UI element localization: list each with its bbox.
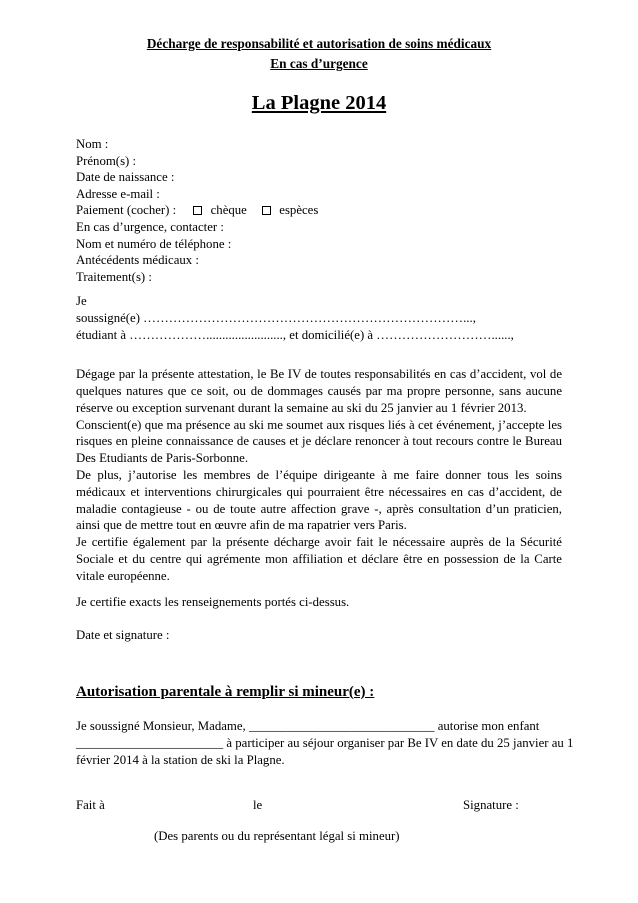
event-title: La Plagne 2014: [251, 92, 387, 114]
certify-statement: Je certifie exacts les renseignements portés ci-dessus.: [76, 595, 350, 610]
cheque-checkbox-icon[interactable]: [193, 206, 202, 215]
parent-name-blank: _____________________________: [248, 718, 435, 733]
signature-label: Signature :: [463, 797, 519, 812]
parental-note: (Des parents ou du représentant légal si mineur): [154, 828, 400, 843]
fait-a-label: Fait à: [76, 797, 105, 812]
field-date-naissance: Date de naissance :: [76, 170, 175, 185]
paiement-label: Paiement (cocher) :: [76, 203, 177, 218]
child-name-blank: _______________________: [76, 735, 224, 750]
parental-line-2: [76, 735, 574, 752]
declaration-paragraph-2: Conscient(e) que ma présence au ski me soumet aux risques liés à cet événement, j’accepte les risques en pleine connaissance de causes et je déclare renoncer à tout recours contre le Bureau Des Etudiants de Paris-Sorbonne.: [76, 417, 562, 466]
parental-authorization-heading: Autorisation parentale à remplir si mineur(e) :: [76, 683, 375, 700]
parental-line-3: février 2014 à la station de ski la Plagne.: [76, 752, 285, 767]
fill-line-etudiant: étudiant à ………………........................, et domicilié(e) à ………………………......,: [76, 327, 514, 342]
declaration-paragraph-1: Dégage par la présente attestation, le Be IV de toutes responsabilités en cas d’accident, vol de quelques natures que ce soit, ou de dommages causés par ma propre personne, sans aucune réserve ou exception survenant durant la semaine au ski du 25 janvier au 1 février 2013.: [76, 367, 562, 415]
parental-line1-prefix: Je soussigné Monsieur, Madame,: [76, 718, 249, 733]
especes-checkbox-icon[interactable]: [262, 206, 271, 215]
fill-line-soussigne: soussigné(e) …………………………………………………………………...,: [76, 310, 476, 325]
info-fields-block: [76, 136, 562, 285]
parental-line1-suffix: autorise mon enfant: [437, 718, 540, 733]
paiement-option-especes-label: espèces: [279, 203, 319, 218]
declaration-paragraph-3: De plus, j’autorise les membres de l’équipe dirigeante à me faire donner tous les soins médicaux et interventions chirurgicales qui pourraient être nécessaires en cas d’accident, de maladie contagieuse - ou de toute autre affection grave -, après consultation d’un praticien, ainsi que de mettre tout en œuvre afin de ma rapatrier vers Paris.: [76, 467, 562, 533]
field-traitements: Traitement(s) :: [76, 269, 152, 284]
parental-line2-text: à participer au séjour organiser par Be IV en date du 25 janvier au 1: [226, 735, 574, 750]
declaration-paragraph-4: Je certifie également par la présente décharge avoir fait le nécessaire auprès de la Sécurité Sociale et du centre qui agrémente mon affiliation et déclare être en possession de la Carte vitale européenne.: [76, 535, 562, 583]
field-nom-numero-telephone: Nom et numéro de téléphone :: [76, 236, 232, 251]
identity-line-je: Je: [76, 294, 87, 309]
date-signature-label: Date et signature :: [76, 628, 170, 643]
identity-block: [76, 293, 562, 343]
field-prenom: Prénom(s) :: [76, 153, 137, 168]
document-title: Décharge de responsabilité et autorisation de soins médicaux: [146, 36, 492, 51]
field-paiement: [76, 202, 562, 219]
parental-line-1: [76, 718, 562, 735]
parental-authorization-block: [76, 718, 574, 769]
signature-row: [76, 797, 562, 814]
le-label: le: [253, 797, 263, 812]
field-nom: Nom :: [76, 137, 109, 151]
document-subtitle: En cas d’urgence: [270, 56, 368, 71]
paiement-option-cheque-label: chèque: [210, 203, 247, 218]
field-antecedents-medicaux: Antécédents médicaux :: [76, 253, 199, 268]
field-urgence-contacter: En cas d’urgence, contacter :: [76, 219, 224, 234]
declaration-block: [76, 366, 562, 584]
field-adresse-email: Adresse e-mail :: [76, 186, 160, 201]
